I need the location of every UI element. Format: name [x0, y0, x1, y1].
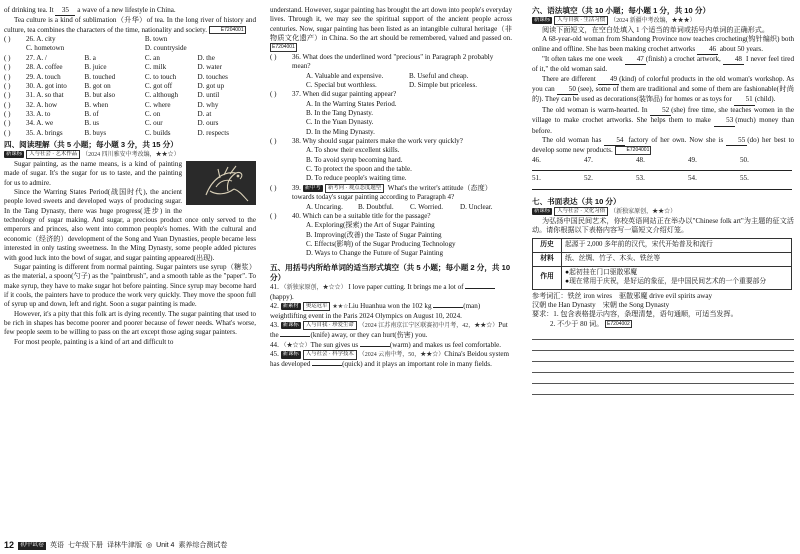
grammar-para-5: The old woman has 54 factory of her own. Now she is 55 (do) her best to develop some new products. E7204001 — [532, 135, 794, 155]
answer-blank[interactable] — [280, 336, 310, 337]
sugar-painting-image — [186, 161, 256, 205]
cloze-option-row: ( ) 30. A. got into B. got on C. got off D. got up — [4, 81, 225, 90]
answer-option: C. Special but worthless. — [306, 80, 377, 89]
section4-source: 新课标 人与社会 · 艺术作品 （2024 四川雅安中考改编，★★☆） — [6, 151, 180, 159]
answer-53[interactable]: 53. — [636, 174, 688, 193]
answer-49[interactable]: 49. — [688, 156, 740, 175]
passage-continued: understand. However, sugar painting has brought the art down into people's everyday lives. Through it, we may see the spiritual support of the ancient people across centuries. Now, sugar painting has been listed as an intangible cultural heritage（非物质文化遗产）in China. So the art should be remembered, valued and passed on. E7204001 — [270, 6, 512, 51]
answer-52[interactable]: 52. — [584, 174, 636, 193]
circle-icon: ◎ — [146, 542, 153, 550]
unit-label: Unit 4 — [156, 542, 175, 550]
answer-blank[interactable] — [360, 346, 390, 347]
section7-title: 七、书面表达（共 10 分） — [532, 197, 621, 207]
section6-title: 六、语法填空（共 10 小题；每小题 1 分，共 10 分） — [532, 6, 711, 15]
answer-50[interactable]: 50. — [740, 156, 792, 175]
answer-option: B. To avoid syrup becoming hard. — [306, 155, 403, 164]
word-form-item-43: 43. 新课标 人与自我 · 珍爱生命 （2024 江苏南京江宁区联赛初中月考，42，★★☆）Put the (knife) away, or they can hurt(伤害) you. — [270, 321, 508, 340]
passage-para-2: Since the Warring States Period(战国时代), the ancient people loved sweets and developed ways of producing sugar. In the Tang Dynasty, there was huge progress(进步) in the technology of sugar making. And sugar, a precious product once only served to the emperors and princes, also went into common people's homes. With the cultural and economic（经济的）development of the Song and Yuan Dynasties, people became less interested in only tasting sweetness. In the Ming Dynasty, some people added pictures with good luck into the bowl of sugar, and sugar painting appeared(出现). — [4, 188, 256, 262]
cloze-option-row: ( ) 31. A. so that B. but also C. although D. until — [4, 91, 220, 100]
question-39: ( ) 39. 新中考 新考向 · 观点态度题型 What's the writer's attitude（态度）towards today's sugar painting according to Paragraph 4? — [270, 183, 492, 202]
grade-label: 七年级下册 — [68, 542, 104, 550]
question-39-options: A. Uncaring. B. Doubtful. C. Worried. D. Unclear. — [306, 202, 493, 211]
cloze-option-row: ( ) 26. A. city B. town — [4, 35, 168, 44]
word-form-item-45: 45. 新课标 人与社会 · 科学技术 （2024 云南中考，50，★★☆）China's Beidou system has developed (quick) and it plays an important role in many fields. — [270, 350, 509, 369]
cloze-option-row: ( ) 29. A. touch B. touched C. to touch D. touches — [4, 72, 228, 81]
intro-line: of drinking tea. It 35 a wave of a new lifestyle in China. — [4, 6, 256, 16]
table-row: 作用 ●起初挂在门口驱散邪魔 ●现在常用于庆祝，是好运的象征，是中国民间艺术的一个重要部分 — [533, 266, 792, 289]
grammar-para-3: There are different 49 (kind) of colorful products in the old woman's workshop. As you can 50 (see), some of them are traditional and some of them are fashionable(时尚的). They can be used as decorations(装饰品) for homes or as toys for 51 (child). — [532, 75, 794, 106]
requirement-1: 要求：1. 包含表格提示内容，条理清楚，语句通顺，可适当发挥。 — [532, 310, 738, 319]
question-37: ( ) 37. When did sugar painting appear? A. In the Warring States Period. B. In the Tang Dynasty. C. In the Yuan Dynasty. D. In the Ming Dynasty. — [270, 90, 512, 137]
reading-questions — [270, 53, 512, 184]
word-form-item-44: 44. （★☆☆）The sun gives us (warm) and makes us feel comfortable. — [270, 340, 502, 349]
answer-blank[interactable] — [465, 288, 495, 289]
grammar-para-4: The old woman is warm-hearted. In 52 (she) free time, she teaches women in the village to make crochet artworks. She helps them to make 53 (much) money than before. — [532, 105, 794, 135]
subject-label: 英语 — [50, 542, 65, 550]
theme-tag: 人与社会 · 艺术作品 — [26, 150, 80, 159]
grammar-para-1: A 68-year-old woman from Shandong Province now teaches crocheting(钩针编织) both online and offline. She has been making crochet artworks 46 about 50 years. — [532, 35, 794, 55]
passage-para-3: Sugar painting is different from normal painting. Sugar painters use syrup（糖浆）as the material, a spoon(勺子) as the "paintbrush", and a smooth table as the "paper". To make syrup, they have to make sugar hot before painting. Since syrup may become hard if it cools, the painters have to produce the work very quickly. They move the spoon full of syrup up and down, left and right. Soon a sugar painting is made. — [4, 262, 256, 309]
writing-lines[interactable] — [532, 330, 794, 395]
column-right — [532, 6, 794, 395]
grammar-para-2: "It often takes me one week 47 (finish) a crochet artwork, 48 I never feel tired of it," the old woman said. — [532, 55, 794, 74]
passage-code: E7204001 — [272, 44, 295, 51]
question-38: ( ) 38. Why should sugar painters make the work very quickly? A. To show their excellent skills. B. To avoid syrup becoming hard. C. To protect the spoon and the table. D. To reduce people's waiting time. — [270, 137, 512, 184]
answer-option: C. In the Yuan Dynasty. — [306, 118, 374, 127]
question-36: ( ) 36. What does the underlined word "precious" in Paragraph 2 probably mean? A. Valuable and expensive. B. Useful and cheap. C. Special but worthless. D. Simple but priceless. — [270, 53, 512, 90]
new-direction-tag: 新考向 · 观点态度题型 — [325, 184, 384, 193]
answer-blank[interactable] — [433, 307, 463, 308]
column-middle — [270, 6, 512, 370]
section7-source: 新课标 人与社会 · 文化习俗 （新独家原创，★★☆） — [534, 208, 677, 216]
answer-46[interactable]: 46. — [532, 156, 584, 175]
reference-words-2: 汉朝 the Han Dynasty 宋朝 the Song Dynasty — [532, 300, 670, 309]
requirement-2: 2. 不少于 80 词。 E7204002 — [550, 319, 630, 328]
page-footer — [4, 540, 404, 552]
passage-para-4: However, it's a pity that this folk art is dying recently. The sugar painting that used to be rich in shapes has become poorer and poorer because of fewer needs. What's worse, few people seem to be willing to pass on the art except those aging sugar painters. — [4, 309, 256, 337]
answer-option: C. To protect the spoon and the table. — [306, 165, 412, 174]
answer-option: A. In the Warring States Period. — [306, 99, 397, 108]
new-standard-tag: 新课标 — [6, 151, 23, 158]
answer-55[interactable]: 55. — [740, 174, 792, 193]
answer-blank[interactable] — [312, 365, 342, 366]
cloze-option-row: ( ) 34. A. we B. us C. our D. ours — [4, 119, 219, 128]
intro-code: E7204001 — [209, 26, 246, 35]
series-badge: 初中试卷 — [20, 541, 45, 548]
table-row: 历史 起源于 2,000 多年前的汉代，宋代开始普及和流行 — [533, 238, 792, 252]
cloze-options — [4, 35, 256, 138]
question-40: ( ) 40. Which can be a suitable title for the passage? — [270, 211, 431, 220]
answer-row-2 — [532, 174, 794, 193]
writing-table — [532, 238, 792, 290]
answer-option: A. To show their excellent skills. — [306, 146, 400, 155]
section7-instruction: 为弘扬中国民间艺术，你校英语网站正在举办以"Chinese folk art"为主题的征文活动。请你根据以下表格内容写一篇短文介绍灯笼。 — [532, 216, 794, 235]
cloze-option-row: ( ) 33. A. to B. of C. on D. at — [4, 109, 212, 118]
intro-paragraph: Tea culture is a kind of sublimation（升华）of tea. In the long river of history and culture, tea combines the characters of the time, nationality and society. E7204001 — [4, 16, 256, 34]
edition-label: 译林牛津版 — [107, 542, 143, 550]
cloze-option-row: ( ) 35. A. brings B. buys C. builds D. respects — [4, 128, 230, 137]
passage-para-1: Sugar painting, as the name means, is a kind of painting made of sugar. It's the sugar for us to taste, and the painting for us to admire. — [4, 159, 182, 187]
blank-35: 35 — [55, 6, 75, 16]
question-40-options: A. Exploring(探索) the Art of Sugar Painting B. Improving(改善) the Taste of Sugar Painting C. Effects(影响) of the Sugar Producing Technology D. Ways to Change the Future of Sugar Painting — [306, 221, 456, 258]
answer-option: D. Simple but priceless. — [409, 80, 477, 89]
section6-instruction: 阅读下面短文，在空白处填入 1 个适当的单词或括号内单词的正确形式。 — [542, 25, 769, 34]
word-form-item-41: 41. （新独家原创，★☆☆） I love paper cutting. It brings me a lot of (happy). — [270, 283, 512, 302]
page-number: 12 — [4, 540, 15, 550]
section5-title: 五、用括号内所给单词的适当形式填空（共 5 小题；每小题 2 分，共 10 分） — [270, 262, 511, 282]
section4-title: 四、阅读理解（共 5 小题；每小题 3 分，共 15 分） — [4, 140, 178, 150]
test-label: 素养综合测试卷 — [178, 542, 228, 550]
answer-47[interactable]: 47. — [584, 156, 636, 175]
table-row: 材料 纸、丝绸、竹子、木头、铁丝等 — [533, 252, 792, 266]
answer-option: B. Useful and cheap. — [409, 71, 469, 80]
answer-option: D. In the Ming Dynasty. — [306, 127, 375, 136]
word-form-item-42: 42. 新素材 奥运冠军 ★★☆Liu Huanhua won the 102 kg (man) weightlifting event in the Paris 2024 Olympics on August 10, 2024. — [270, 302, 481, 320]
word-form-items — [270, 283, 512, 370]
answer-option: B. In the Tang Dynasty. — [306, 108, 374, 117]
answer-row-1 — [532, 156, 794, 175]
cloze-option-row: ( ) 32. A. how B. when C. where D. why — [4, 100, 219, 109]
answer-51[interactable]: 51. — [532, 174, 584, 193]
answer-54[interactable]: 54. — [688, 174, 740, 193]
new-exam-tag: 新中考 — [304, 184, 321, 191]
cloze-option-row: ( ) 28. A. coffee B. juice C. milk D. water — [4, 63, 222, 72]
cloze-option-row: ( ) 27. A. / B. a C. an D. the — [4, 53, 215, 62]
answer-option: D. To reduce people's waiting time. — [306, 174, 407, 183]
reference-words: 参考词汇：铁丝 iron wires 驱散邪魔 drive evil spirits away — [532, 291, 713, 300]
answer-48[interactable]: 48. — [636, 156, 688, 175]
sugar-painting-figure — [186, 161, 256, 205]
cloze-option-row: C. hometown D. countryside — [26, 44, 187, 53]
passage-para-5: For most people, painting is a kind of art and difficult to — [14, 337, 174, 346]
answer-option: A. Valuable and expensive. — [306, 71, 384, 80]
section6-source: 新课标 人与自我 · 生活习惯 （2024 新疆中考改编，★★★） — [534, 17, 696, 25]
column-left — [4, 6, 256, 347]
